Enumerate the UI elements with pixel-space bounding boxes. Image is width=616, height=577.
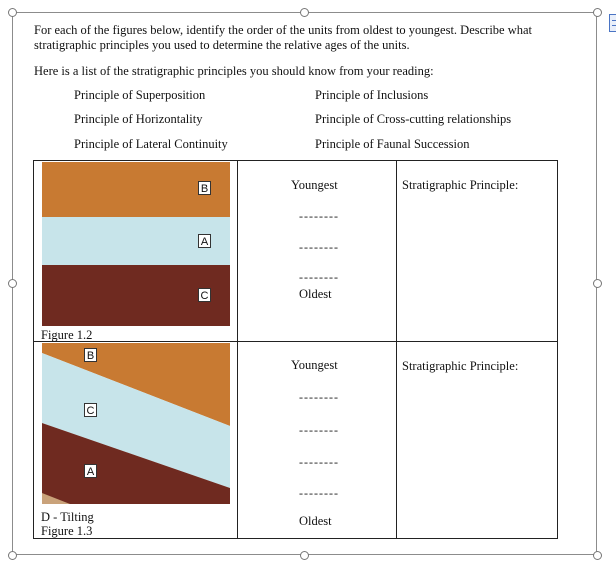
principle-cross-cutting: Principle of Cross-cutting relationships <box>315 112 512 126</box>
resize-handle-middle-right[interactable] <box>593 279 602 288</box>
principle-faunal-succession: Principle of Faunal Succession <box>315 137 470 151</box>
youngest-label: Youngest <box>291 358 338 372</box>
table-column-divider <box>237 161 238 538</box>
youngest-label: Youngest <box>291 178 338 192</box>
unit-label-a: A <box>84 464 97 478</box>
stratigraphic-principle-label: Stratigraphic Principle: <box>402 178 519 192</box>
figure-1-2-diagram <box>42 162 230 326</box>
resize-handle-top-right[interactable] <box>593 8 602 17</box>
answer-blank[interactable]: -------- <box>299 486 339 500</box>
resize-handle-bottom-right[interactable] <box>593 551 602 560</box>
answer-blank[interactable]: -------- <box>299 455 339 469</box>
table-row-divider <box>34 341 557 342</box>
figure-caption: Figure 1.3 <box>41 524 93 538</box>
layout-options-icon[interactable] <box>609 14 616 32</box>
principle-lateral-continuity: Principle of Lateral Continuity <box>74 137 228 151</box>
resize-handle-bottom-left[interactable] <box>8 551 17 560</box>
resize-handle-bottom-center[interactable] <box>300 551 309 560</box>
unit-label-a: A <box>198 234 211 248</box>
table-column-divider <box>396 161 397 538</box>
unit-label-c: C <box>198 288 211 302</box>
instructions-paragraph: For each of the figures below, identify the order of the units from oldest to youngest. Describe what stratigraphic principles you used to determine the relative ages of the units. <box>34 23 533 52</box>
principle-horizontality: Principle of Horizontality <box>74 112 203 126</box>
answer-blank[interactable]: -------- <box>299 423 339 437</box>
figure-note: D - Tilting <box>41 510 94 524</box>
resize-handle-middle-left[interactable] <box>8 279 17 288</box>
answer-blank[interactable]: -------- <box>299 270 339 284</box>
figure-caption: Figure 1.2 <box>41 328 93 342</box>
resize-handle-top-center[interactable] <box>300 8 309 17</box>
principle-inclusions: Principle of Inclusions <box>315 88 429 102</box>
unit-label-c: C <box>84 403 97 417</box>
unit-label-b: B <box>84 348 97 362</box>
answer-blank[interactable]: -------- <box>299 209 339 223</box>
principle-superposition: Principle of Superposition <box>74 88 206 102</box>
oldest-label: Oldest <box>299 287 332 301</box>
resize-handle-top-left[interactable] <box>8 8 17 17</box>
principles-intro: Here is a list of the stratigraphic principles you should know from your reading: <box>34 64 434 78</box>
answer-blank[interactable]: -------- <box>299 240 339 254</box>
stratigraphic-principle-label: Stratigraphic Principle: <box>402 359 519 373</box>
figure-1-3-diagram <box>42 343 230 504</box>
answer-blank[interactable]: -------- <box>299 390 339 404</box>
unit-label-b: B <box>198 181 211 195</box>
oldest-label: Oldest <box>299 514 332 528</box>
